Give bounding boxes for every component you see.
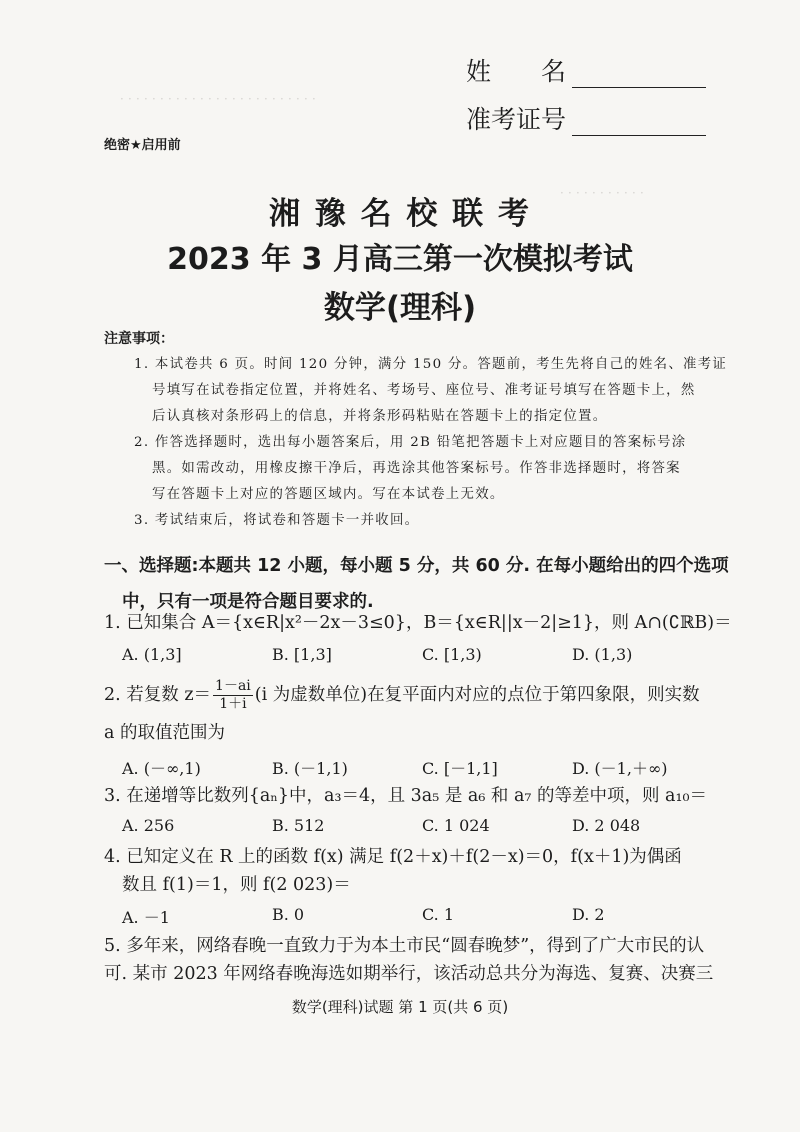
question-5-line2: 可. 某市 2023 年网络春晚海选如期举行，该活动总共分为海选、复赛、决赛三 xyxy=(104,964,714,984)
option-b[interactable]: B. 0 xyxy=(272,905,305,924)
option-a[interactable]: A. －1 xyxy=(122,908,170,927)
exam-id-label: 准考证号 xyxy=(466,105,567,134)
option-c[interactable]: C. 1 xyxy=(422,905,455,924)
fraction-denominator: 1＋i xyxy=(219,696,247,712)
question-2-options xyxy=(122,756,712,779)
note-line: 后认真核对条形码上的信息，并将条形码粘贴在答题卡上的指定位置。 xyxy=(152,409,608,424)
confidential-mark: 绝密★启用前 xyxy=(104,138,181,153)
name-field[interactable] xyxy=(466,52,706,88)
bleed-through-text: ．．．．．．．．．．． xyxy=(560,182,655,196)
option-c[interactable]: C. 1 024 xyxy=(422,816,490,835)
bleed-through-text: ．．．．．．．．．．．．．．．．．．．．．．．．． xyxy=(120,88,327,102)
option-a[interactable]: A. (－∞,1) xyxy=(122,759,201,778)
page-footer: 数学(理科)试题 第 1 页(共 6 页) xyxy=(291,998,509,1016)
option-a[interactable]: A. 256 xyxy=(122,816,175,835)
question-3-options xyxy=(122,816,712,835)
note-line: 写在答题卡上对应的答题区域内。写在本试卷上无效。 xyxy=(152,487,505,502)
name-blank[interactable] xyxy=(572,59,706,88)
question-text: (i 为虚数单位)在复平面内对应的点位于第四象限，则实数 xyxy=(254,685,700,705)
note-line: 2. 作答选择题时，选出每小题答案后，用 2B 铅笔把答题卡上对应题目的答案标号涂 xyxy=(134,435,687,450)
question-4-options xyxy=(122,905,712,928)
question-3: 3. 在递增等比数列{aₙ}中，a₃＝4，且 3a₅ 是 a₆ 和 a₇ 的等差中项，则 a₁₀＝ xyxy=(104,786,707,806)
question-1: 1. 已知集合 A＝{x∈R|x²－2x－3≤0}，B＝{x∈R||x－2|≥1}，则 A∩(∁ℝB)＝ xyxy=(104,613,732,633)
name-label: 姓 名 xyxy=(466,57,567,86)
fraction xyxy=(213,678,253,713)
note-line: 3. 考试结束后，将试卷和答题卡一并收回。 xyxy=(134,513,420,528)
title-line1: 湘 豫 名 校 联 考 xyxy=(269,196,531,232)
note-line: 号填写在试卷指定位置，并将姓名、考场号、座位号、准考证号填写在答题卡上，然 xyxy=(152,383,696,398)
option-d[interactable]: D. (1,3) xyxy=(572,645,633,664)
note-item xyxy=(134,430,694,508)
notes-heading: 注意事项： xyxy=(104,331,174,347)
question-2 xyxy=(104,678,700,713)
option-b[interactable]: B. 512 xyxy=(272,816,325,835)
option-b[interactable]: B. [1,3] xyxy=(272,645,332,664)
section-heading-line: 中，只有一项是符合题目要求的. xyxy=(122,592,374,612)
question-text: 2. 若复数 z＝ xyxy=(104,685,212,705)
title-subject: 数学(理科) xyxy=(323,290,477,326)
question-1-options xyxy=(122,645,712,664)
question-2-line2: a 的取值范围为 xyxy=(104,723,225,743)
option-c[interactable]: C. [1,3) xyxy=(422,645,482,664)
option-b[interactable]: B. (－1,1) xyxy=(272,759,348,778)
note-item xyxy=(134,508,694,534)
question-4-line2: 数且 f(1)＝1，则 f(2 023)＝ xyxy=(122,875,351,895)
fraction-numerator: 1－ai xyxy=(215,678,251,694)
question-4: 4. 已知定义在 R 上的函数 f(x) 满足 f(2＋x)＋f(2－x)＝0，f(x＋1)为偶函 xyxy=(104,847,682,867)
option-a[interactable]: A. (1,3] xyxy=(122,645,182,664)
exam-id-blank[interactable] xyxy=(572,107,706,136)
section-heading-line: 一、选择题:本题共 12 小题，每小题 5 分，共 60 分. 在每小题给出的四个选项 xyxy=(104,556,729,576)
note-item xyxy=(134,352,728,430)
note-line: 黑。如需改动，用橡皮擦干净后，再选涂其他答案标号。作答非选择题时，将答案 xyxy=(152,461,681,476)
exam-id-field[interactable] xyxy=(466,100,706,136)
option-d[interactable]: D. 2 048 xyxy=(572,816,641,835)
option-c[interactable]: C. [－1,1] xyxy=(422,759,498,778)
option-d[interactable]: D. 2 xyxy=(572,905,605,924)
title-line2: 2023 年 3 月高三第一次模拟考试 xyxy=(167,242,633,277)
note-line: 1. 本试卷共 6 页。时间 120 分钟，满分 150 分。答题前，考生先将自己的姓名、准考证 xyxy=(134,357,728,372)
option-d[interactable]: D. (－1,＋∞) xyxy=(572,759,668,778)
section-heading xyxy=(104,548,729,620)
question-5: 5. 多年来，网络春晚一直致力于为本土市民“圆春晚梦”，得到了广大市民的认 xyxy=(104,936,705,956)
